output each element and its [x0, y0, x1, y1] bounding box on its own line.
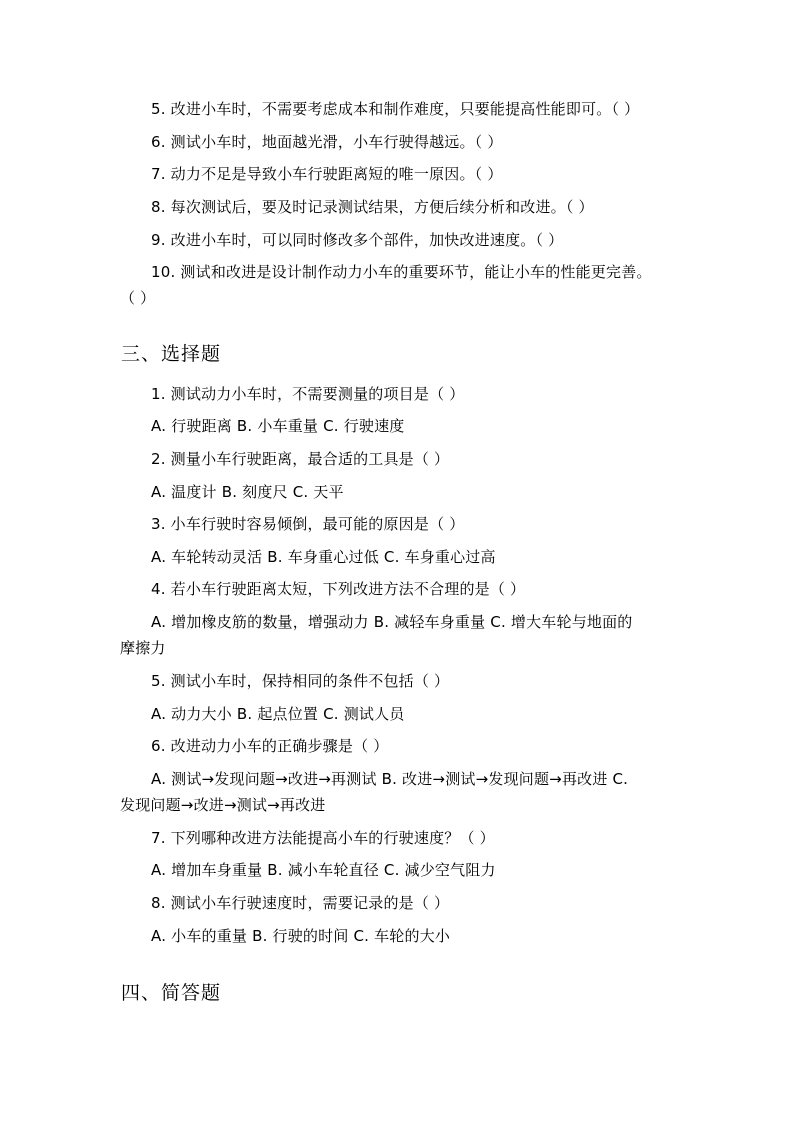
judgement-question-6: 6. 测试小车时，地面越光滑，小车行驶得越远。（ ） [151, 133, 503, 151]
choice-options-7: A. 增加车身重量 B. 减小车轮直径 C. 减少空气阻力 [151, 861, 496, 879]
choice-options-4-line1: A. 增加橡皮筋的数量，增强动力 B. 减轻车身重量 C. 增大车轮与地面的 [151, 613, 633, 631]
judgement-question-10-line2: （ ） [120, 289, 156, 307]
judgement-question-9: 9. 改进小车时，可以同时修改多个部件，加快改进速度。（ ） [151, 231, 564, 249]
choice-question-5: 5. 测试小车时，保持相同的条件不包括（ ） [151, 672, 450, 690]
section-heading-choice: 三、选择题 [121, 343, 222, 365]
choice-options-4-line2: 摩擦力 [120, 639, 166, 657]
choice-question-6: 6. 改进动力小车的正确步骤是（ ） [151, 737, 389, 755]
judgement-question-10-line1: 10. 测试和改进是设计制作动力小车的重要环节，能让小车的性能更完善。 [151, 263, 652, 281]
choice-question-2: 2. 测量小车行驶距离，最合适的工具是（ ） [151, 450, 450, 468]
section-heading-short-answer: 四、简答题 [121, 982, 222, 1004]
choice-options-5: A. 动力大小 B. 起点位置 C. 测试人员 [151, 705, 405, 723]
choice-options-1: A. 行驶距离 B. 小车重量 C. 行驶速度 [151, 417, 405, 435]
choice-options-2: A. 温度计 B. 刻度尺 C. 天平 [151, 483, 344, 501]
choice-options-3: A. 车轮转动灵活 B. 车身重心过低 C. 车身重心过高 [151, 548, 496, 566]
judgement-question-8: 8. 每次测试后，要及时记录测试结果，方便后续分析和改进。（ ） [151, 198, 594, 216]
choice-options-6-line1: A. 测试→发现问题→改进→再测试 B. 改进→测试→发现问题→再改进 C. [151, 770, 629, 788]
choice-question-4: 4. 若小车行驶距离太短，下列改进方法不合理的是（ ） [151, 580, 526, 598]
choice-question-8: 8. 测试小车行驶速度时，需要记录的是（ ） [151, 894, 450, 912]
choice-question-1: 1. 测试动力小车时，不需要测量的项目是（ ） [151, 385, 465, 403]
judgement-question-7: 7. 动力不足是导致小车行驶距离短的唯一原因。（ ） [151, 165, 503, 183]
choice-options-6-line2: 发现问题→改进→测试→再改进 [120, 796, 326, 814]
choice-question-3: 3. 小车行驶时容易倾倒，最可能的原因是（ ） [151, 515, 465, 533]
judgement-question-5: 5. 改进小车时，不需要考虑成本和制作难度，只要能提高性能即可。（ ） [151, 100, 640, 118]
choice-question-7: 7. 下列哪种改进方法能提高小车的行驶速度？（ ） [151, 829, 495, 847]
choice-options-8: A. 小车的重量 B. 行驶的时间 C. 车轮的大小 [151, 927, 451, 945]
